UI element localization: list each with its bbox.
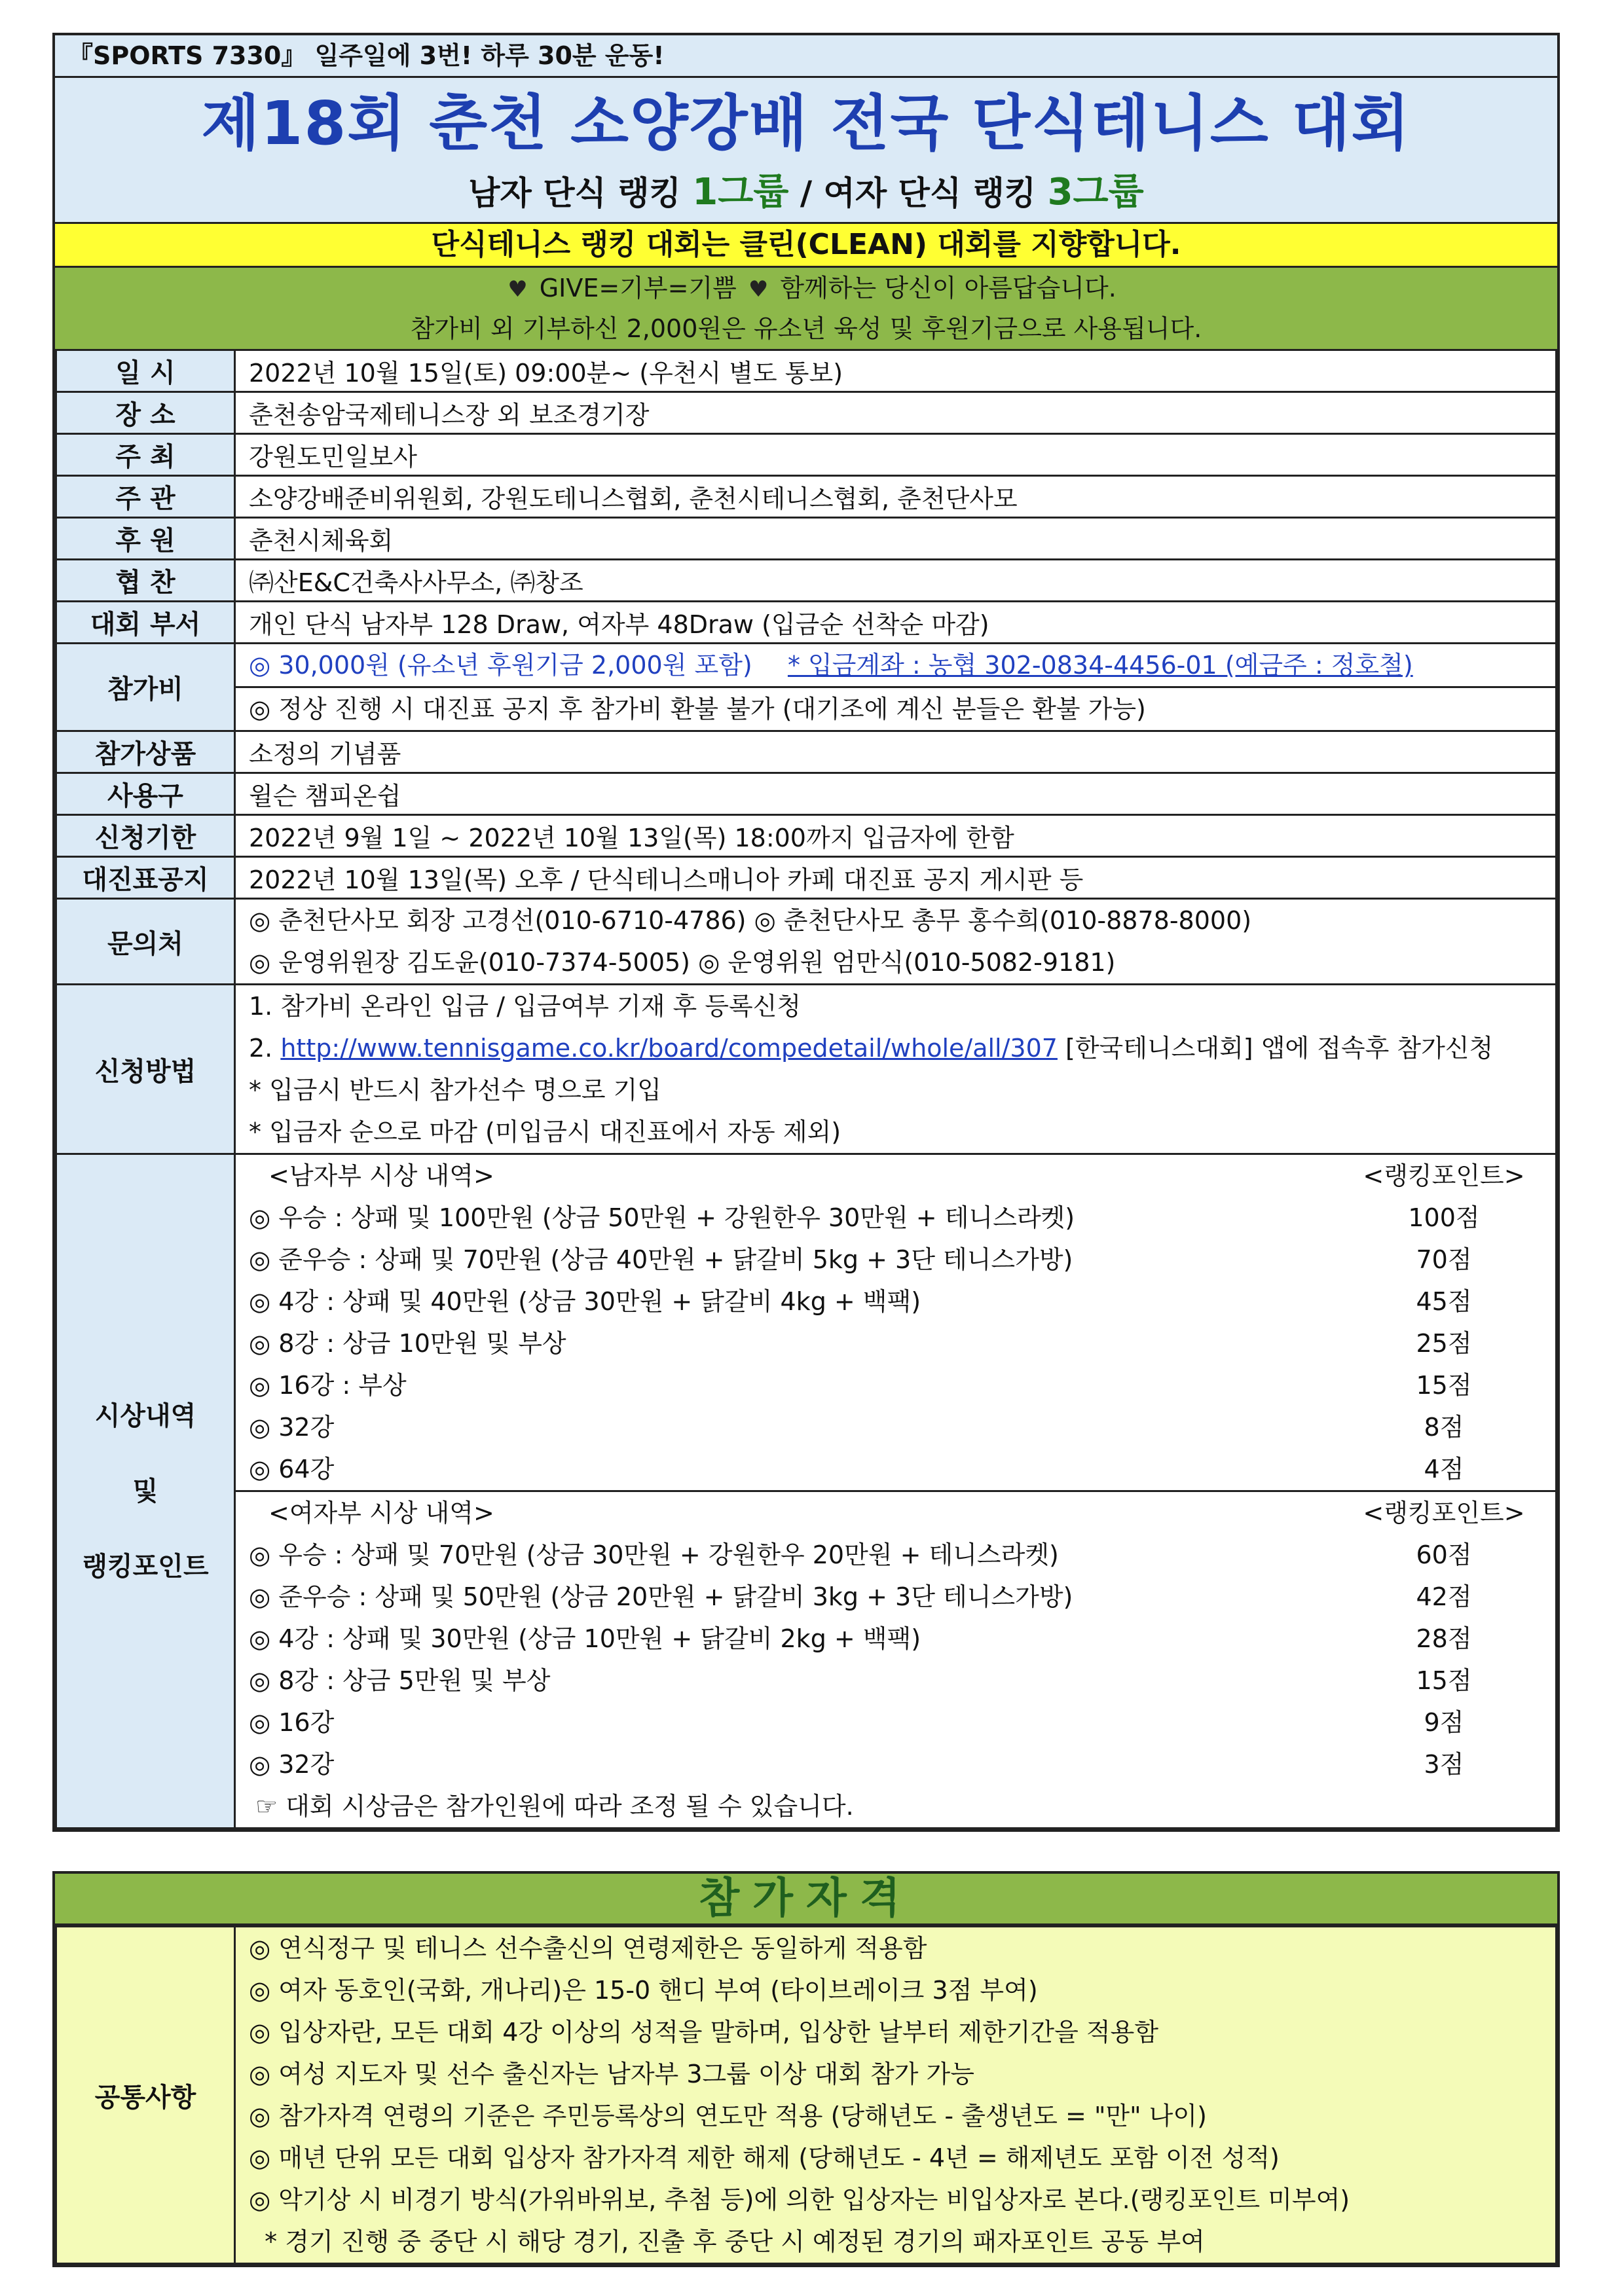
men-group: 1그룹	[692, 171, 789, 213]
info-row-sponsor	[56, 518, 1557, 560]
ranking-points: 15점	[1416, 1666, 1472, 1695]
qualification-item: ◎ 연식정구 및 테니스 선수출신의 연령제한은 동일하게 적용함	[249, 1934, 927, 1963]
ranking-points: 70점	[1416, 1245, 1472, 1274]
apply-step	[249, 1027, 1542, 1069]
ranking-points: 100점	[1408, 1203, 1480, 1232]
info-value: 2022년 9월 1일 ~ 2022년 10월 13일(목) 18:00까지 입금자에 한함	[235, 815, 1557, 857]
prize-row	[249, 1618, 1542, 1660]
info-label: 문의처	[56, 899, 235, 985]
prizes-cell	[235, 1154, 1557, 1829]
qualification-item: ◎ 매년 단위 모든 대회 입상자 참가자격 제한 해제 (당해년도 - 4년 = 해제년도 포함 이전 성적)	[249, 2143, 1280, 2172]
info-row-organizer	[56, 476, 1557, 518]
qualification-list	[235, 1927, 1557, 2264]
prize-description: ◎ 8강 : 상금 10만원 및 부상	[249, 1329, 566, 1358]
info-value: 개인 단식 남자부 128 Draw, 여자부 48Draw (입금순 선착순 마감)	[235, 602, 1557, 644]
women-prize-list	[249, 1534, 1542, 1785]
fee-amount: ◎ 30,000원 (유소년 후원기금 2,000원 포함)	[249, 651, 752, 680]
info-value: 소정의 기념품	[235, 731, 1557, 773]
info-row-ball	[56, 773, 1557, 815]
info-table	[55, 349, 1557, 1829]
info-label: 협 찬	[56, 560, 235, 602]
prize-row	[249, 1239, 1542, 1281]
qualification-label: 공통사항	[56, 1927, 235, 2264]
prize-description: ◎ 우승 : 상패 및 100만원 (상금 50만원 + 강원한우 30만원 + 테니스라켓)	[249, 1203, 1075, 1232]
prize-row	[249, 1406, 1542, 1448]
prize-row	[249, 1448, 1542, 1490]
info-label-prizes	[56, 1154, 235, 1829]
apply-step-number: 2.	[249, 1034, 281, 1063]
info-value: 강원도민일보사	[235, 434, 1557, 476]
contact-line: ◎ 춘천단사모 회장 고경선(010-6710-4786) ◎ 춘천단사모 총무 홍수희(010-8878-8000)	[249, 906, 1252, 935]
info-value: 2022년 10월 13일(목) 오후 / 단식테니스매니아 카페 대진표 공지 게시판 등	[235, 857, 1557, 899]
info-row-draw	[56, 857, 1557, 899]
prize-row	[249, 1702, 1542, 1743]
ranking-points: 9점	[1424, 1708, 1464, 1737]
apply-note: * 입금자 순으로 마감 (미입금시 대진표에서 자동 제외)	[249, 1118, 841, 1146]
info-label: 대회 부서	[56, 602, 235, 644]
prize-description: ◎ 8강 : 상금 5만원 및 부상	[249, 1666, 551, 1695]
prize-row	[249, 1576, 1542, 1618]
qualification-item: ◎ 악기상 시 비경기 방식(가위바위보, 추첨 등)에 의한 입상자는 비입상자로 본다.(랭킹포인트 미부여)	[249, 2185, 1350, 2214]
page-title: 제18회 춘천 소양강배 전국 단식테니스 대회	[55, 78, 1557, 170]
qualification-box	[52, 1871, 1560, 2267]
give-motto: GIVE=기부=기쁨	[539, 274, 737, 302]
men-prizes-title: <남자부 시상 내역>	[268, 1161, 494, 1190]
info-row-date	[56, 350, 1557, 392]
info-value: 2022년 10월 15일(토) 09:00분~ (우천시 별도 통보)	[235, 350, 1557, 392]
info-value: 윌슨 챔피온쉽	[235, 773, 1557, 815]
give-message: 함께하는 당신이 아름답습니다.	[780, 274, 1116, 302]
info-label: 장 소	[56, 392, 235, 434]
women-group: 3그룹	[1047, 171, 1144, 213]
qualification-title: 참가자격	[55, 1874, 1557, 1925]
apply-step-text: [한국테니스대회] 앱에 접속후 참가신청	[1057, 1034, 1494, 1063]
ranking-points: 42점	[1416, 1582, 1472, 1611]
info-row-fee	[56, 644, 1557, 731]
ranking-points: 28점	[1416, 1624, 1472, 1653]
contact-line: ◎ 운영위원장 김도윤(010-7374-5005) ◎ 운영위원 엄만식(010-5082-9181)	[249, 948, 1116, 977]
info-label: 대진표공지	[56, 857, 235, 899]
qualification-item: ◎ 여성 지도자 및 선수 출신자는 남자부 3그룹 이상 대회 참가 가능	[249, 2060, 974, 2088]
heart-icon: ♥	[507, 276, 528, 302]
prize-row	[249, 1743, 1542, 1785]
fee-refund-note: ◎ 정상 진행 시 대진표 공지 후 참가비 환불 불가 (대기조에 계신 분들은 환불 가능)	[249, 695, 1146, 723]
prize-row	[249, 1660, 1542, 1702]
prize-row	[249, 1322, 1542, 1364]
ranking-points: 15점	[1416, 1371, 1472, 1400]
prize-description: ◎ 32강	[249, 1750, 335, 1779]
ranking-points: 25점	[1416, 1329, 1472, 1358]
info-row-venue	[56, 392, 1557, 434]
men-ranking-label: 남자 단식 랭킹	[468, 174, 693, 212]
ranking-points: 45점	[1416, 1287, 1472, 1316]
bank-account-link[interactable]: * 입금계좌 : 농협 302-0834-4456-01 (예금주 : 정호철)	[787, 651, 1413, 680]
info-label: 주 최	[56, 434, 235, 476]
qualification-table	[55, 1925, 1557, 2265]
prize-description: ◎ 16강	[249, 1708, 335, 1737]
give-motto-row	[55, 268, 1557, 308]
info-label: 참가상품	[56, 731, 235, 773]
women-ranking-label: 여자 단식 랭킹	[823, 174, 1048, 212]
info-row-contact	[56, 899, 1557, 985]
prize-row	[249, 1534, 1542, 1576]
notice-sheet	[52, 33, 1560, 2267]
prize-description: ◎ 준우승 : 상패 및 70만원 (상금 40만원 + 닭갈비 5kg + 3단 테니스가방)	[249, 1245, 1073, 1274]
prize-description: ◎ 준우승 : 상패 및 50만원 (상금 20만원 + 닭갈비 3kg + 3단 테니스가방)	[249, 1582, 1073, 1611]
subtitle-divider: /	[788, 174, 824, 212]
subtitle	[55, 170, 1557, 222]
fee-line	[236, 644, 1555, 688]
prize-note: ☞ 대회 시상금은 참가인원에 따라 조정 될 수 있습니다.	[255, 1792, 854, 1821]
apply-step: 1. 참가비 온라인 입금 / 입금여부 기재 후 등록신청	[249, 992, 802, 1021]
qualification-item: ◎ 참가자격 연령의 기준은 주민등록상의 연도만 적용 (당해년도 - 출생년도 = "만" 나이)	[249, 2102, 1207, 2130]
info-row-division	[56, 602, 1557, 644]
prize-row	[249, 1197, 1542, 1239]
info-row-deadline	[56, 815, 1557, 857]
info-value: 춘천시체육회	[235, 518, 1557, 560]
info-label: 사용구	[56, 773, 235, 815]
heart-icon: ♥	[748, 276, 769, 302]
ranking-points: 8점	[1424, 1413, 1464, 1442]
donation-note: 참가비 외 기부하신 2,000원은 유소년 육성 및 후원기금으로 사용됩니다.	[55, 308, 1557, 349]
info-value: ㈜산E&C건축사사무소, ㈜창조	[235, 560, 1557, 602]
info-row-prizes	[56, 1154, 1557, 1829]
prize-description: ◎ 16강 : 부상	[249, 1371, 407, 1400]
info-row-host	[56, 434, 1557, 476]
ranking-points: 4점	[1424, 1455, 1464, 1484]
info-label: 신청방법	[56, 985, 235, 1154]
women-points-title: <랭킹포인트>	[1363, 1499, 1525, 1527]
info-label: 참가비	[56, 644, 235, 731]
info-row-gift	[56, 731, 1557, 773]
qualification-row	[56, 1927, 1557, 2264]
prize-description: ◎ 우승 : 상패 및 70만원 (상금 30만원 + 강원한우 20만원 + 테니스라켓)	[249, 1540, 1059, 1569]
prizes-label-mid: 및	[132, 1476, 158, 1506]
info-row-apply	[56, 985, 1557, 1154]
info-label: 후 원	[56, 518, 235, 560]
women-prizes-header	[249, 1492, 1542, 1534]
info-row-cosponsor	[56, 560, 1557, 602]
prize-row	[249, 1364, 1542, 1406]
apply-cell	[235, 985, 1557, 1154]
info-value: 춘천송암국제테니스장 외 보조경기장	[235, 392, 1557, 434]
apply-note: * 입금시 반드시 참가선수 명으로 기입	[249, 1076, 662, 1104]
men-prize-list	[249, 1197, 1542, 1490]
clean-banner: 단식테니스 랭킹 대회는 클린(CLEAN) 대회를 지향합니다.	[55, 222, 1557, 268]
prizes-label-bottom: 랭킹포인트	[82, 1551, 209, 1582]
prize-description: ◎ 4강 : 상패 및 40만원 (상금 30만원 + 닭갈비 4kg + 백팩)	[249, 1287, 921, 1316]
fee-cell	[235, 644, 1557, 731]
info-value: 소양강배준비위원회, 강원도테니스협회, 춘천시테니스협회, 춘천단사모	[235, 476, 1557, 518]
header-box	[52, 33, 1560, 1832]
slogan: 『SPORTS 7330』 일주일에 3번! 하루 30분 운동!	[55, 35, 1557, 78]
apply-url-link[interactable]: http://www.tennisgame.co.kr/board/compedetail/whole/all/307	[280, 1034, 1058, 1063]
ranking-points: 3점	[1424, 1750, 1464, 1779]
women-prizes-title: <여자부 시상 내역>	[268, 1499, 494, 1527]
prize-description: ◎ 4강 : 상패 및 30만원 (상금 10만원 + 닭갈비 2kg + 백팩)	[249, 1624, 921, 1653]
men-prizes-header	[249, 1155, 1542, 1197]
qualification-item: ◎ 여자 동호인(국화, 개나리)은 15-0 핸디 부여 (타이브레이크 3점 부여)	[249, 1976, 1038, 2005]
info-label: 일 시	[56, 350, 235, 392]
men-points-title: <랭킹포인트>	[1363, 1161, 1525, 1190]
qualification-item: ◎ 입상자란, 모든 대회 4강 이상의 성적을 말하며, 입상한 날부터 제한기간을 적용함	[249, 2018, 1159, 2047]
contact-cell	[235, 899, 1557, 985]
info-label: 주 관	[56, 476, 235, 518]
info-label: 신청기한	[56, 815, 235, 857]
ranking-points: 60점	[1416, 1540, 1472, 1569]
prize-description: ◎ 64강	[249, 1455, 335, 1484]
qualification-item: * 경기 진행 중 중단 시 해당 경기, 진출 후 중단 시 예정된 경기의 패자포인트 공동 부여	[249, 2227, 1205, 2256]
prize-description: ◎ 32강	[249, 1413, 335, 1442]
prize-row	[249, 1281, 1542, 1322]
prizes-label-top: 시상내역	[94, 1400, 196, 1431]
